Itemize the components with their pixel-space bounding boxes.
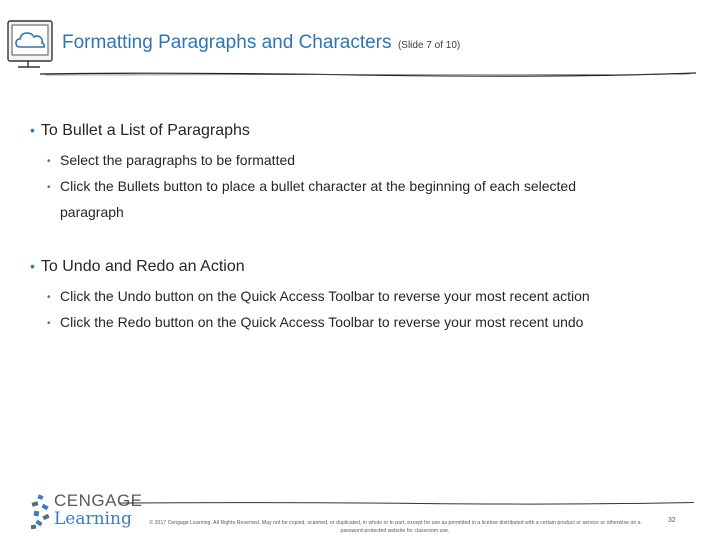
sub-bullet: • Click the Redo button on the Quick Access Toolbar to reverse your most recent undo xyxy=(47,314,584,330)
bullet-dot: • xyxy=(30,258,35,274)
bullet-dot: • xyxy=(30,122,35,138)
cengage-logo xyxy=(30,489,143,533)
logo-mark-icon xyxy=(30,493,52,531)
page-number: 32 xyxy=(668,517,676,524)
logo-text-learning: Learning xyxy=(54,509,132,529)
header-divider xyxy=(40,70,696,78)
logo-text-cengage: CENGAGE xyxy=(54,491,143,510)
bullet-heading-1: • To Bullet a List of Paragraphs xyxy=(30,122,250,139)
sub-bullet: • Click the Undo button on the Quick Access Toolbar to reverse your most recent action xyxy=(47,288,590,304)
slide-count: (Slide 7 of 10) xyxy=(397,40,461,51)
sub-bullet: • Select the paragraphs to be formatted xyxy=(47,152,296,168)
sub-bullet: • Click the Bullets button to place a bullet character at the beginning of each selected paragraph xyxy=(47,178,576,220)
footer-divider xyxy=(120,500,694,506)
title-text: Formatting Paragraphs and Characters xyxy=(62,32,392,53)
copyright-notice: © 2017 Cengage Learning. All Rights Reserved. May not be copied, scanned, or duplicated, in whole or in part, except for use as permitted in a license distributed with a certain product or service or otherwise on a password-protected website for classroom use. xyxy=(149,520,641,534)
slide-title xyxy=(62,32,460,54)
bullet-heading-2: • To Undo and Redo an Action xyxy=(30,258,245,275)
cloud-computer-icon xyxy=(6,19,56,71)
